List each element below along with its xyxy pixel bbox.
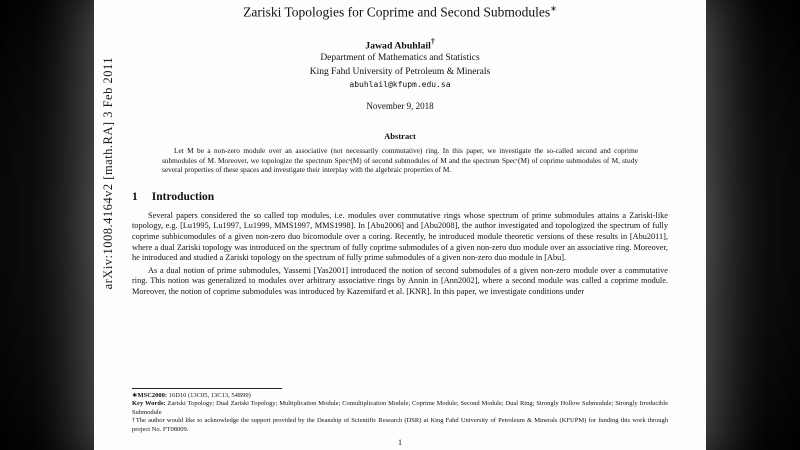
abstract-text: Let M be a non-zero module over an associative (not necessarily commutative) ring. In this paper, we investigate the so-called second and coprime submodules of M. Moreover, we topologize the spectrum Specˢ(M) of second submodules of M and the spectrum Specᶜ(M) of coprime submodules of M, study several properties of these spaces and investigate their interplay with the algebraic properties of M. bbox=[162, 146, 638, 175]
paper-page bbox=[94, 0, 706, 450]
footnote-msc-text: 16D10 (13C05, 13C13, 54B99) bbox=[168, 391, 251, 399]
arxiv-stamp-container bbox=[99, 18, 117, 328]
affiliation-line-2: King Fahd University of Petroleum & Minerals bbox=[309, 66, 491, 77]
section-number: 1 bbox=[132, 190, 138, 203]
abstract-heading: Abstract bbox=[384, 131, 416, 142]
section-heading-introduction bbox=[132, 191, 668, 203]
paper-date: November 9, 2018 bbox=[366, 101, 434, 112]
footnote-acknowledgement: †The author would like to acknowledge the support provided by the Deanship of Scientific Research (DSR) at King Fahd University of Petroleum & Minerals (KFUPM) for funding this work through project No. FT08009. bbox=[132, 417, 668, 433]
introduction-paragraph-2: As a dual notion of prime submodules, Yassemi [Yas2001] introduced the notion of second submodules of a given non-zero module over a commutative ring. This notion was generalized to modules over arbitrary associative rings by Annin in [Ann2002], where a second module was called a coprime module. Moreover, the notion of coprime submodules was introduced by Kazemifard et al. [KNR]. In this paper, we investigate conditions under bbox=[132, 265, 668, 296]
footnote-keywords bbox=[132, 400, 668, 417]
footnote-block bbox=[132, 388, 668, 450]
arxiv-stamp: arXiv:1008.4164v2 [math.RA] 3 Feb 2011 bbox=[100, 56, 115, 290]
footnote-rule bbox=[132, 388, 282, 389]
author-name-text: Jawad Abuhlail bbox=[365, 39, 431, 51]
title-footnote-mark: ∗ bbox=[550, 4, 557, 13]
paper-title-text: Zariski Topologies for Coprime and Second Submodules bbox=[243, 4, 551, 20]
footnote-msc-label: ∗MSC2000: bbox=[132, 391, 168, 399]
author-block bbox=[132, 36, 668, 91]
author-footnote-mark: † bbox=[430, 36, 435, 46]
footnote-keywords-label: Key Words: bbox=[132, 400, 166, 408]
paper-title bbox=[132, 4, 668, 21]
section-title: Introduction bbox=[151, 190, 215, 203]
author-email: abuhlail@kfupm.edu.sa bbox=[349, 80, 451, 90]
author-name bbox=[132, 36, 668, 53]
introduction-paragraph-1: Several papers considered the so called top modules, i.e. modules over commutative rings whose spectrum of prime submodules attains a Zariski-like topology, e.g. [Lu1995, Lu1997, Lu1999, MMS1997, MMS1998]. In [Abu2006] and [Abu2008], the author investigated and topologized the spectrum of fully coprime subbicomodules of a given non-zero duo bicomodule over a coring. Recently, he introduced module theoretic versions of these results in [Abu2011], where a dual Zariski topology was introduced on the spectrum of fully coprime submodules of a given non-zero duo module over an associative ring. Moreover, he introduced and studied a Zariski topology on the spectrum of fully prime submodules of a given non-zero duo module in [Abu]. bbox=[132, 210, 668, 263]
footnote-keywords-text: Zariski Topology; Dual Zariski Topology; Multiplication Module; Comultiplication Module; Coprime Module; Second Module; Dual Ring; Strongly Hollow Submodule; Strongly Irreducible Submodule bbox=[132, 400, 668, 416]
affiliation-line-1: Department of Mathematics and Statistics bbox=[320, 53, 480, 64]
footnote-msc bbox=[132, 392, 668, 400]
page-number: 1 bbox=[398, 438, 402, 447]
